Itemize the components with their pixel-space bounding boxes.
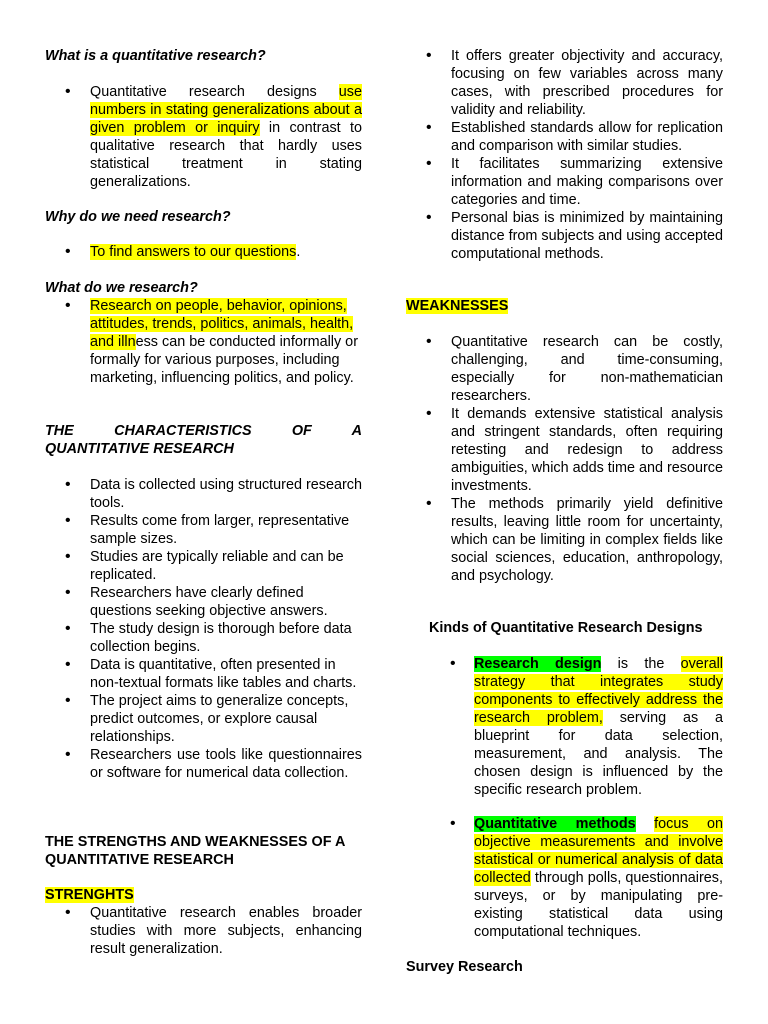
list-item: • The project aims to generalize concepts, predict outcomes, or explore causal relationships. (45, 692, 362, 746)
characteristics-heading: THE CHARACTERISTICS OF A QUANTITATIVE RESEARCH (45, 423, 362, 457)
question-what-do: What do we research? (45, 280, 198, 296)
list-item: • Researchers use tools like questionnaires or software for numerical data collection. (45, 746, 362, 782)
list-item: • Results come from larger, representative sample sizes. (45, 512, 362, 548)
list-item: • Research design is the overall strategy that integrates study components to effectively address the research problem, serving as a blueprint for data selection, measurement, and analysis. The chosen design is influenced by the specific research problem. (406, 655, 723, 799)
list-item: • It facilitates summarizing extensive information and making comparisons over categories and time. (406, 155, 723, 209)
list-item: • Personal bias is minimized by maintaining distance from subjects and using accepted computational methods. (406, 209, 723, 263)
survey-research-heading: Survey Research (406, 959, 523, 975)
strengths-list (45, 904, 362, 958)
q1-list (45, 83, 362, 191)
kinds-list-1 (406, 655, 723, 799)
q2-list (45, 243, 362, 261)
weaknesses-list (406, 333, 723, 585)
list-item: • The study design is thorough before data collection begins. (45, 620, 362, 656)
question-why: Why do we need research? (45, 209, 231, 225)
q3-list (45, 297, 362, 387)
list-item: • Quantitative research designs use numbers in stating generalizations about a given problem or inquiry in contrast to qualitative research that hardly uses statistical treatment in stating generalizations. (45, 83, 362, 191)
list-item: • To find answers to our questions. (45, 243, 362, 261)
list-item: • Established standards allow for replication and comparison with similar studies. (406, 119, 723, 155)
list-item: • Data is collected using structured research tools. (45, 476, 362, 512)
list-item: • Quantitative methods focus on objective measurements and involve statistical or numerical analysis of data collected through polls, questionnaires, surveys, or by manipulating pre-existing statistical data using computational techniques. (406, 815, 723, 941)
list-item: • It offers greater objectivity and accuracy, focusing on few variables across many cases, with prescribed procedures for validity and reliability. (406, 47, 723, 119)
weaknesses-heading: WEAKNESSES (406, 298, 509, 314)
kinds-heading: Kinds of Quantitative Research Designs (429, 620, 703, 636)
list-item: • The methods primarily yield definitive results, leaving little room for uncertainty, which can be limiting in complex fields like social sciences, education, anthropology, and psychology. (406, 495, 723, 585)
strengths-weaknesses-heading: THE STRENGTHS AND WEAKNESSES OF A QUANTITATIVE RESEARCH (45, 834, 346, 868)
list-item: • Quantitative research can be costly, challenging, and time-consuming, especially for non-mathematician researchers. (406, 333, 723, 405)
strengths-list-continued (406, 47, 723, 263)
kinds-list-2 (406, 815, 723, 941)
list-item: • Quantitative research enables broader studies with more subjects, enhancing result generalization. (45, 904, 362, 958)
list-item: • Data is quantitative, often presented in non-textual formats like tables and charts. (45, 656, 362, 692)
list-item: • Studies are typically reliable and can be replicated. (45, 548, 362, 584)
list-item: • Research on people, behavior, opinions, attitudes, trends, politics, animals, health, and illness can be conducted informally or formally for various purposes, including marketing, influencing politics, and policy. (45, 297, 362, 387)
list-item: • Researchers have clearly defined questions seeking objective answers. (45, 584, 362, 620)
question-what-is: What is a quantitative research? (45, 48, 266, 64)
characteristics-list (45, 476, 362, 782)
list-item: • It demands extensive statistical analysis and stringent standards, often requiring retesting and redesign to address ambiguities, which adds time and resource investments. (406, 405, 723, 495)
strengths-heading: STRENGHTS (45, 887, 134, 903)
